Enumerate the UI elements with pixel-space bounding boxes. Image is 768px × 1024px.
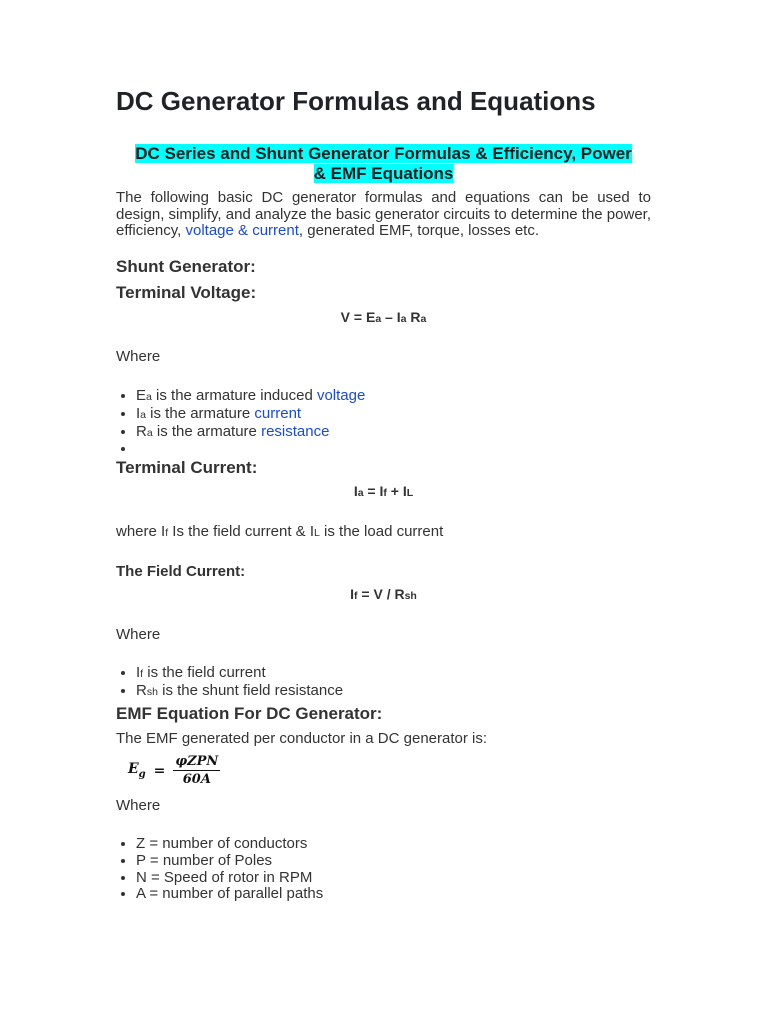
formula-part: I	[350, 586, 355, 602]
symbol-sub: a	[146, 391, 152, 403]
formula-sub: a	[357, 487, 364, 499]
note-text: Is the field current & I	[168, 523, 315, 540]
list-item: • Z = number of conductors	[136, 836, 323, 853]
symbol-sub: sh	[146, 685, 158, 698]
note-text: where I	[116, 523, 166, 540]
formula-sub: L	[406, 487, 414, 499]
section-subtitle	[116, 144, 651, 184]
definition-text: is the armature	[152, 422, 262, 440]
note-text: is the load current	[319, 523, 444, 540]
emf-variables-list	[116, 836, 323, 903]
formula-part: – I	[381, 309, 401, 325]
definition-text: is the shunt field resistance	[157, 681, 344, 699]
where-label: Where	[116, 626, 161, 643]
terminal-voltage-heading: Terminal Voltage:	[116, 283, 257, 302]
definition-text: is the armature induced	[151, 387, 317, 404]
subtitle-line-1: DC Series and Shunt Generator Formulas & Efficiency, Power	[135, 144, 632, 163]
intro-text-end: , generated EMF, torque, losses etc.	[298, 222, 540, 240]
formula-part: R	[406, 309, 421, 325]
voltage-current-link[interactable]: voltage & current	[185, 222, 299, 240]
note-sub: f	[165, 527, 169, 539]
emf-heading: EMF Equation For DC Generator:	[116, 704, 383, 723]
formula-sub: sh	[404, 590, 417, 602]
where-label: Where	[116, 797, 161, 814]
emf-fraction	[173, 754, 220, 787]
formula-sub: f	[383, 487, 387, 499]
symbol: R	[136, 422, 147, 440]
field-definitions-list	[116, 665, 343, 701]
terminal-current-formula	[116, 483, 651, 499]
symbol: I	[136, 404, 141, 422]
formula-part: = I	[363, 483, 384, 499]
field-current-formula	[116, 586, 651, 602]
current-link[interactable]: current	[254, 404, 302, 422]
symbol-sub: a	[140, 408, 147, 421]
empty-list-item	[136, 441, 365, 458]
emf-denominator: 60A	[182, 772, 211, 787]
intro-text: The following basic DC generator formulas and equations can be used to design, simplify, and analyze the basic generator circuits to determine the power, efficiency,	[116, 189, 652, 240]
emf-symbol-sub: g	[138, 768, 146, 780]
symbol-sub: a	[146, 426, 153, 439]
formula-part: + I	[386, 483, 407, 499]
equals-sign: =	[153, 762, 166, 779]
armature-definitions-list	[116, 388, 365, 458]
formula-part: = V / R	[357, 586, 405, 602]
shunt-generator-heading: Shunt Generator:	[116, 257, 256, 276]
symbol-sub: f	[140, 668, 144, 680]
list-item	[136, 406, 365, 424]
list-item: • N = Speed of rotor in RPM	[136, 870, 323, 887]
formula-part: I	[353, 483, 358, 499]
intro-paragraph	[116, 190, 651, 240]
subtitle-line-2: & EMF Equations	[313, 164, 454, 183]
definition-text: is the armature	[146, 404, 255, 422]
emf-numerator: φZPN	[175, 754, 219, 769]
load-current-note	[116, 523, 443, 540]
resistance-link[interactable]: resistance	[261, 422, 330, 440]
formula-sub: a	[375, 313, 382, 325]
symbol: E	[136, 387, 147, 404]
emf-equation	[128, 754, 220, 787]
list-item: • A = number of parallel paths	[136, 886, 323, 903]
emf-symbol: E	[128, 761, 139, 778]
page-title: DC Generator Formulas and Equations	[116, 86, 596, 116]
terminal-current-heading: Terminal Current:	[116, 458, 258, 477]
list-item	[136, 424, 365, 442]
formula-sub: a	[400, 313, 407, 325]
symbol: I	[136, 664, 141, 681]
list-item: • P = number of Poles	[136, 853, 323, 870]
formula-part: V = E	[340, 309, 376, 325]
definition-text: is the field current	[143, 664, 266, 681]
formula-sub: a	[420, 313, 427, 325]
symbol: R	[136, 681, 147, 699]
list-item	[136, 665, 343, 683]
list-item	[136, 388, 365, 406]
list-item	[136, 683, 343, 701]
terminal-voltage-formula	[116, 309, 651, 325]
where-label: Where	[116, 348, 161, 365]
emf-intro: The EMF generated per conductor in a DC generator is:	[116, 730, 488, 747]
note-sub: L	[314, 527, 320, 539]
formula-sub: f	[354, 590, 358, 602]
field-current-heading: The Field Current:	[116, 563, 246, 580]
emf-lhs	[128, 761, 146, 780]
voltage-link[interactable]: voltage	[316, 387, 366, 404]
